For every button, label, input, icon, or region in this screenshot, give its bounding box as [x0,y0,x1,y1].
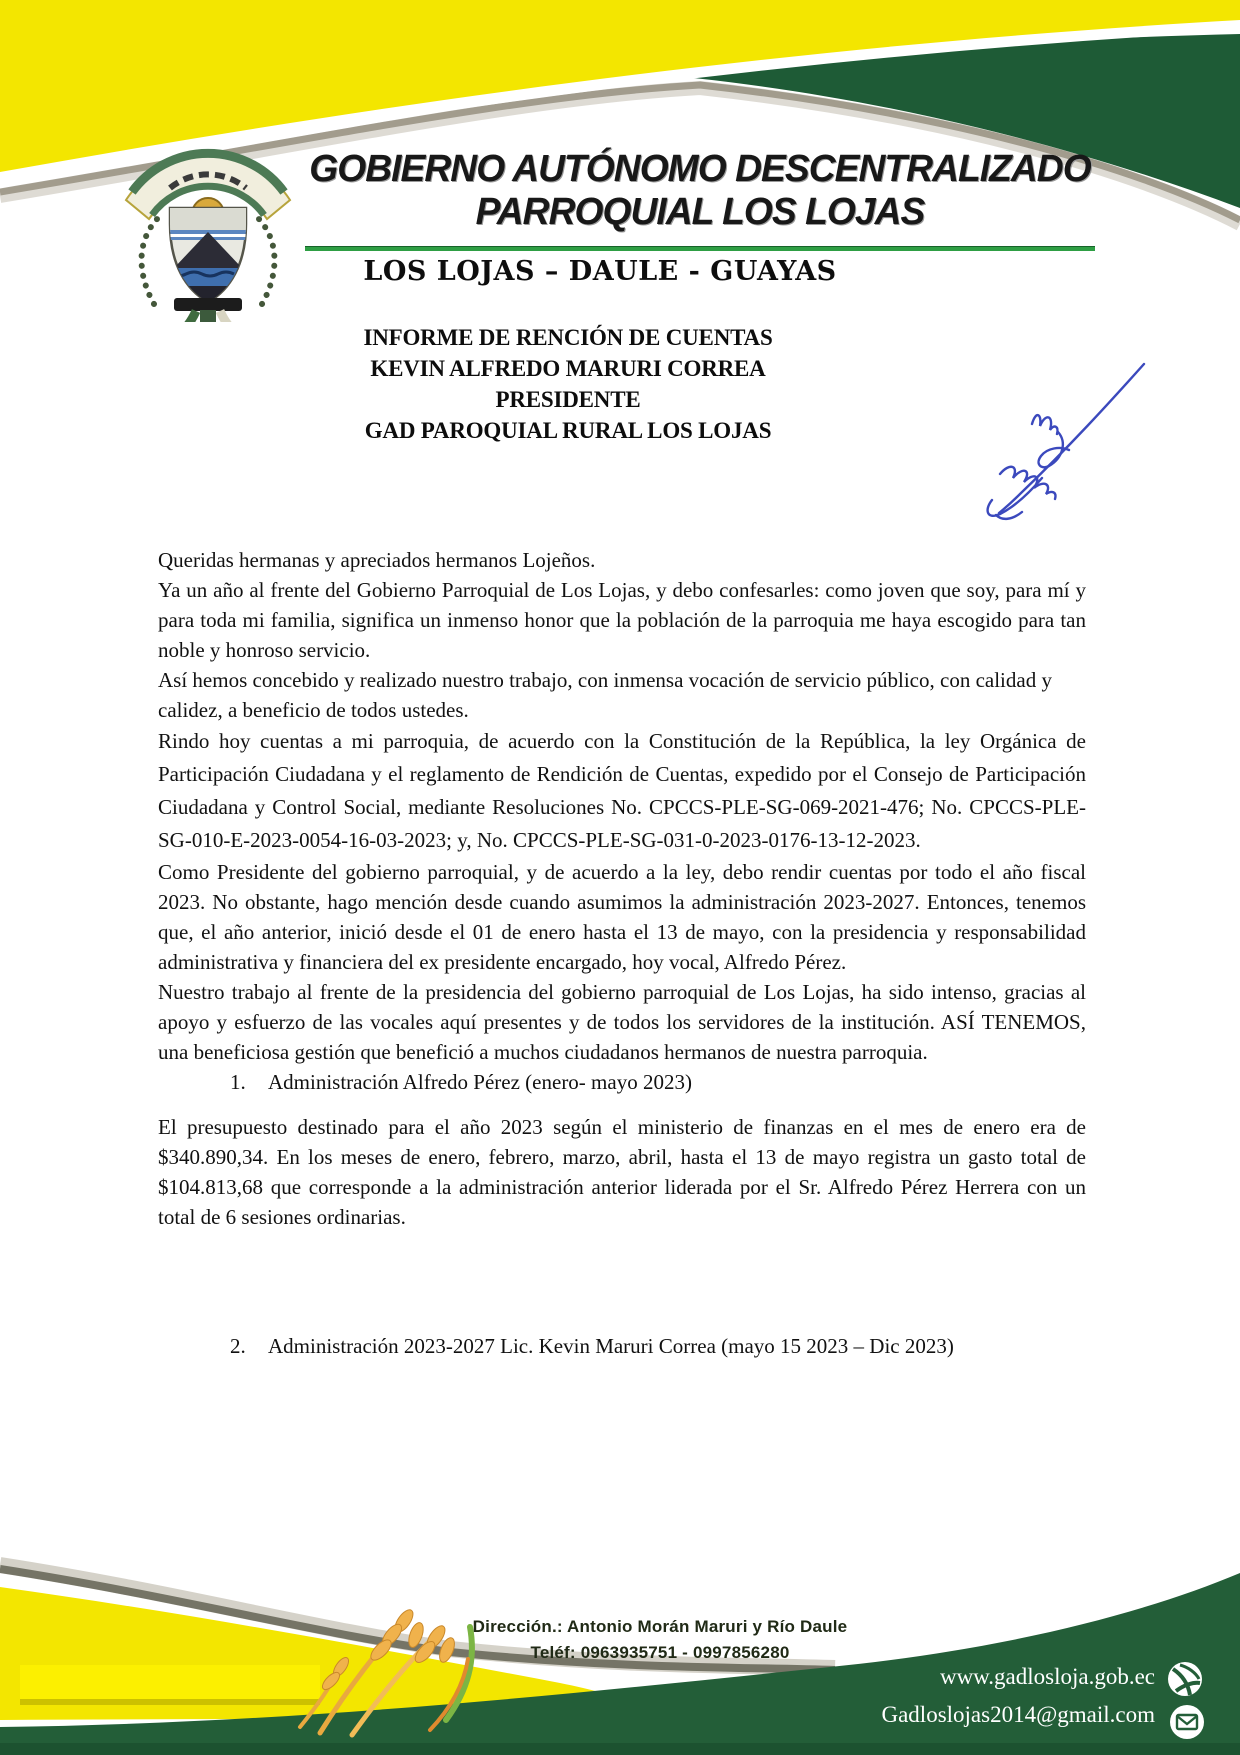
footer-bottom-strip [0,1743,1240,1755]
location-heading: LOS LOJAS – DAULE - GUAYAS [363,256,837,287]
logo-ribbon-right [220,311,234,322]
globe-icon [1168,1662,1202,1696]
footer-highlight-rect [20,1665,320,1699]
coat-of-arms-logo [118,122,298,322]
footer-address: Dirección.: Antonio Morán Maruri y Río Daule [472,1617,848,1636]
logo-ribbon-left [182,311,196,322]
paragraph-7-budget: El presupuesto destinado para el año 2023 según el ministerio de finanzas en el mes de enero era de $340.890,34. En los meses de enero, febrero, marzo, abril, hasta el 13 de mayo registra un gasto total de $104.813,68 que corresponde a la administración anterior liderada por el Sr. Alfredo Pérez Herrera con un total de 6 sesiones ordinarias. [158,1115,1086,1229]
org-name-line1: GOBIERNO AUTÓNOMO DESCENTRALIZADO [309,148,1091,190]
numbered-item-1 [158,1067,1086,1097]
paragraph-3: Así hemos concebido y realizado nuestro trabajo, con inmensa vocación de servicio público, con calidad y calidez, a beneficio de todos ustedes. [158,668,1052,722]
numbered-item-2 [158,1331,1086,1361]
doc-title-line1: INFORME DE RENCIÓN DE CUENTAS [363,325,773,350]
footer-email: Gadloslojas2014@gmail.com [881,1702,1155,1727]
footer-highlight-shadow [20,1699,320,1705]
paragraph-5: Como Presidente del gobierno parroquial, y de acuerdo a la ley, debo rendir cuentas por todo el año fiscal 2023. No obstante, hago mención desde cuando asumimos la administración 2023-2027. Entonces, tenemos que, el año anterior, inició desde el 01 de enero hasta el 13 de mayo, con la presidencia y responsabilidad administrativa y financiera del ex presidente encargado, hoy vocal, Alfredo Pérez. [158,860,1086,974]
footer-phone: Teléf: 0963935751 - 0997856280 [530,1643,790,1662]
logo-pedestal [174,298,242,311]
doc-title-line2: KEVIN ALFREDO MARURI CORREA [370,356,766,381]
paragraph-salutation: Queridas hermanas y apreciados hermanos Lojeños. [158,548,596,572]
doc-title-line4: GAD PAROQUIAL RURAL LOS LOJAS [364,418,772,443]
header-divider-rule [305,246,1095,251]
handwritten-signature [972,352,1162,537]
paragraph-6: Nuestro trabajo al frente de la presidencia del gobierno parroquial de Los Lojas, ha sido intenso, gracias al apoyo y esfuerzo de las vocales aquí presentes y de todos los servidores de la institución. ASÍ TENEMOS, una beneficiosa gestión que benefició a muchos ciudadanos hermanos de nuestra parroquia. [158,980,1086,1064]
doc-title-line3: PRESIDENTE [495,387,641,412]
item-1-text: Administración Alfredo Pérez (enero- mayo 2023) [268,1070,692,1094]
footer-website: www.gadlosloja.gob.ec [939,1664,1155,1689]
paragraph-2: Ya un año al frente del Gobierno Parroquial de Los Lojas, y debo confesarles: como joven que soy, para mí y para toda mi familia, significa un inmenso honor que la población de la parroquia me haya escogido para tan noble y honroso servicio. [158,578,1086,662]
org-name-line2: PARROQUIAL LOS LOJAS [475,191,925,233]
document-title-block [0,322,1136,446]
envelope-icon [1170,1705,1204,1739]
letter-body [158,545,1086,1361]
item-1-number: 1. [230,1070,246,1094]
paragraph-4-resolutions: Rindo hoy cuentas a mi parroquia, de acuerdo con la Constitución de la República, la ley Orgánica de Participación Ciudadana y el reglamento de Rendición de Cuentas, expedido por el Consejo de Participación Ciudadana y Control Social, mediante Resoluciones No. CPCCS-PLE-SG-069-2021-476; No. CPCCS-PLE-SG-010-E-2023-0054-16-03-2023; y, No. CPCCS-PLE-SG-031-0-2023-0176-13-12-2023. [158,729,1086,852]
item-2-number: 2. [230,1334,246,1358]
org-name [308,148,1092,234]
item-2-text: Administración 2023-2027 Lic. Kevin Maruri Correa (mayo 15 2023 – Dic 2023) [268,1334,954,1358]
logo-ribbon-center [200,310,216,322]
